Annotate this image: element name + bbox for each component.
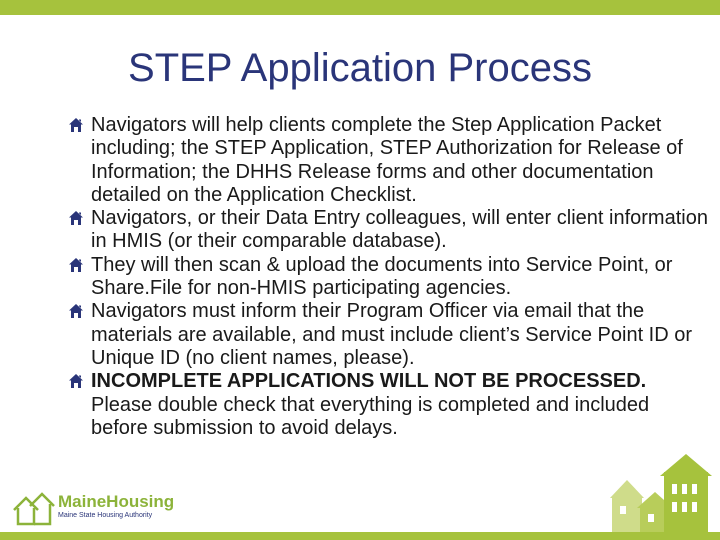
bullet-item	[68, 207, 708, 254]
bullet-item	[68, 254, 708, 301]
bottom-accent-bar	[0, 532, 720, 540]
house-outline-icon	[12, 490, 56, 526]
logo-name: MaineHousing	[58, 492, 175, 511]
bullet-item	[68, 300, 708, 370]
bullet-emphasis: INCOMPLETE APPLICATIONS WILL NOT BE PROCESSED.	[91, 370, 647, 393]
bullet-item	[68, 114, 708, 207]
slide-title: STEP Application Process	[128, 46, 592, 90]
bullet-list	[68, 114, 708, 440]
logo-tagline: Maine State Housing Authority	[58, 512, 153, 519]
house-icon	[68, 117, 84, 133]
house-icon	[68, 303, 84, 319]
bullet-text: Navigators, or their Data Entry colleagues, will enter client information in HMIS (or their comparable database).	[91, 207, 708, 253]
mainehousing-logo	[12, 490, 182, 526]
bullet-text: Please double check that everything is completed and included before submission to avoid delays.	[91, 393, 650, 439]
bullet-text: Navigators must inform their Program Officer via email that the materials are available, and must include client’s Service Point ID or Unique ID (no client names, please).	[91, 300, 693, 369]
house-icon	[68, 210, 84, 226]
house-icon	[68, 373, 84, 389]
bullet-item	[68, 370, 708, 440]
top-accent-bar	[0, 0, 720, 15]
house-icon	[68, 257, 84, 273]
decorative-houses-illustration	[610, 452, 720, 532]
bullet-text: Navigators will help clients complete the Step Application Packet including; the STEP Application, STEP Authorization for Release of Information; the DHHS Release forms and other documentation detailed on the Application Checklist.	[91, 114, 683, 206]
bullet-text: They will then scan & upload the documents into Service Point, or Share.File for non-HMIS participating agencies.	[91, 253, 673, 300]
